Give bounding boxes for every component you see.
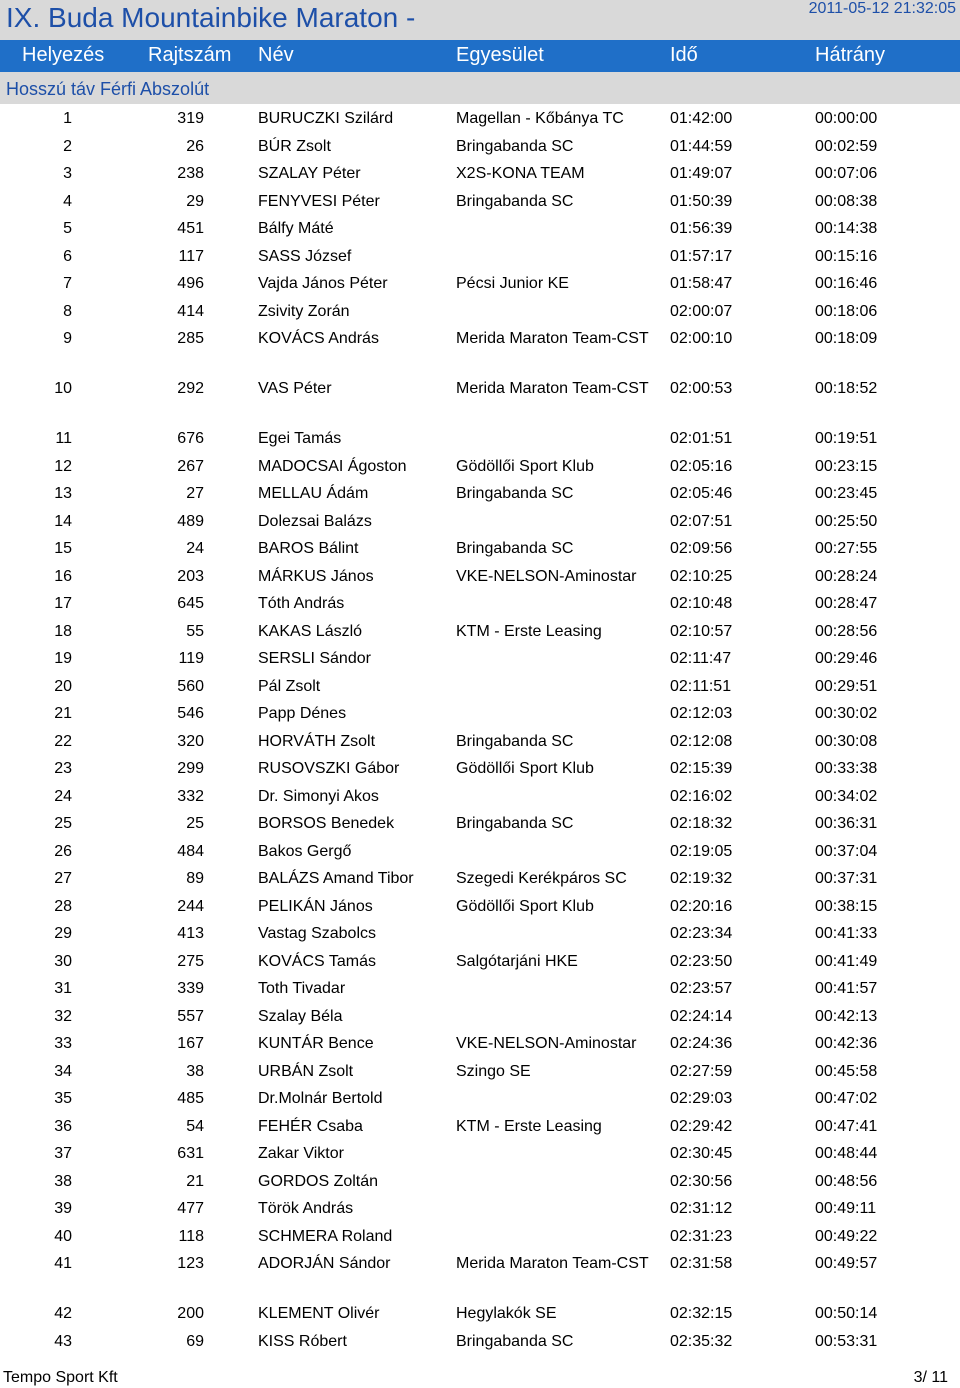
cell-gap: 00:29:46: [815, 650, 878, 667]
cell-name: SERSLI Sándor: [258, 650, 371, 667]
cell-time: 02:31:58: [670, 1255, 733, 1272]
cell-position: 8: [63, 302, 72, 320]
cell-club: Gödöllői Sport Klub: [456, 457, 594, 475]
cell-club: Bringabanda SC: [456, 192, 574, 210]
cell-bib: 26: [186, 137, 204, 155]
cell-club: VKE-NELSON-Aminostar: [456, 567, 637, 585]
cell-time: 02:00:53: [670, 380, 733, 397]
cell-name: BÚR Zsolt: [258, 137, 331, 155]
cell-bib: 25: [186, 815, 204, 832]
cell-gap: 00:47:02: [815, 1090, 878, 1107]
results-table: [0, 104, 960, 1354]
table-row: [0, 947, 960, 975]
table-row: [0, 1222, 960, 1250]
cell-name: KUNTÁR Bence: [258, 1035, 374, 1052]
cell-club: Szegedi Kerékpáros SC: [456, 870, 627, 887]
cell-bib: 275: [177, 952, 204, 970]
cell-club: Bringabanda SC: [456, 1332, 574, 1350]
cell-position: 33: [54, 1035, 72, 1052]
cell-name: SZALAY Péter: [258, 165, 361, 182]
cell-club: Merida Maraton Team-CST: [456, 1255, 649, 1272]
cell-gap: 00:30:02: [815, 705, 878, 722]
cell-time: 02:01:51: [670, 430, 733, 447]
cell-bib: 29: [186, 192, 204, 210]
cell-time: 01:57:17: [670, 247, 733, 265]
cell-bib: 292: [177, 380, 204, 397]
cell-gap: 00:42:36: [815, 1035, 878, 1052]
timestamp: 2011-05-12 21:32:05: [808, 0, 956, 17]
cell-club: KTM - Erste Leasing: [456, 1117, 602, 1135]
cell-position: 13: [54, 485, 72, 502]
cell-gap: 00:37:31: [815, 870, 878, 887]
cell-time: 02:05:16: [670, 457, 733, 475]
cell-time: 02:15:39: [670, 760, 733, 777]
cell-time: 02:10:25: [670, 567, 733, 585]
table-row: [0, 699, 960, 727]
cell-position: 3: [63, 165, 72, 182]
cell-time: 02:16:02: [670, 787, 733, 805]
cell-time: 02:32:15: [670, 1305, 733, 1322]
cell-name: BALÁZS Amand Tibor: [258, 870, 414, 887]
cell-gap: 00:19:51: [815, 430, 878, 447]
cell-position: 14: [54, 512, 72, 530]
cell-position: 17: [54, 595, 72, 612]
cell-time: 02:27:59: [670, 1062, 733, 1080]
cell-time: 02:12:03: [670, 705, 733, 722]
cell-time: 02:35:32: [670, 1332, 733, 1350]
cell-name: Egei Tamás: [258, 430, 342, 447]
table-row: [0, 1167, 960, 1195]
table-row: [0, 159, 960, 187]
cell-bib: 414: [177, 302, 204, 320]
cell-bib: 451: [177, 220, 204, 237]
cell-position: 11: [55, 430, 72, 447]
cell-gap: 00:37:04: [815, 842, 878, 860]
cell-gap: 00:25:50: [815, 512, 878, 530]
footer-company: Tempo Sport Kft: [3, 1369, 118, 1386]
table-row: [0, 1029, 960, 1057]
cell-gap: 00:50:14: [815, 1305, 878, 1322]
cell-gap: 00:18:52: [815, 380, 878, 397]
cell-gap: 00:36:31: [815, 815, 878, 832]
cell-name: FENYVESI Péter: [258, 192, 380, 210]
cell-bib: 557: [177, 1007, 204, 1025]
cell-bib: 560: [177, 677, 204, 695]
table-row: [0, 644, 960, 672]
cell-club: Merida Maraton Team-CST: [456, 330, 649, 347]
cell-position: 16: [54, 567, 72, 585]
col-header-gap: Hátrány: [815, 44, 886, 66]
cell-name: SCHMERA Roland: [258, 1227, 393, 1245]
cell-bib: 167: [177, 1035, 204, 1052]
table-row: [0, 1194, 960, 1222]
cell-gap: 00:16:46: [815, 275, 878, 292]
col-header-bib: Rajtszám: [148, 44, 232, 66]
cell-name: Dr.Molnár Bertold: [258, 1090, 383, 1107]
cell-name: KAKAS László: [258, 622, 363, 640]
cell-name: ADORJÁN Sándor: [258, 1255, 391, 1272]
cell-gap: 00:08:38: [815, 192, 878, 210]
cell-gap: 00:28:56: [815, 622, 878, 640]
cell-time: 02:00:10: [670, 330, 733, 347]
cell-time: 02:18:32: [670, 815, 733, 832]
cell-position: 32: [54, 1007, 72, 1025]
cell-time: 02:19:32: [670, 870, 733, 887]
cell-time: 02:12:08: [670, 732, 733, 750]
table-row: [0, 534, 960, 562]
title-bar: [0, 0, 960, 40]
cell-bib: 89: [186, 870, 204, 887]
cell-position: 28: [54, 897, 72, 915]
table-row: [0, 837, 960, 865]
column-header-row: [0, 40, 960, 72]
cell-name: MELLAU Ádám: [258, 485, 369, 502]
table-row: [0, 479, 960, 507]
cell-gap: 00:27:55: [815, 540, 878, 557]
cell-bib: 299: [177, 760, 204, 777]
cell-name: KOVÁCS Tamás: [258, 952, 376, 970]
cell-time: 01:58:47: [670, 275, 733, 292]
cell-position: 24: [54, 787, 72, 805]
col-header-time: Idő: [670, 44, 698, 66]
table-row: [0, 617, 960, 645]
cell-club: Bringabanda SC: [456, 540, 574, 557]
table-row: [0, 864, 960, 892]
cell-name: KLEMENT Olivér: [258, 1305, 380, 1322]
cell-position: 22: [54, 732, 72, 750]
cell-gap: 00:41:49: [815, 952, 878, 970]
category-title: Hosszú táv Férfi Abszolút: [6, 79, 210, 99]
cell-gap: 00:18:06: [815, 302, 878, 320]
cell-name: Toth Tivadar: [258, 980, 346, 997]
cell-name: URBÁN Zsolt: [258, 1062, 354, 1080]
cell-club: Magellan - Kőbánya TC: [456, 110, 624, 127]
cell-name: KOVÁCS András: [258, 330, 379, 347]
cell-name: MADOCSAI Ágoston: [258, 457, 407, 475]
cell-time: 02:20:16: [670, 897, 733, 915]
cell-position: 31: [54, 980, 72, 997]
cell-bib: 21: [186, 1172, 204, 1190]
table-row: [0, 589, 960, 617]
cell-name: BAROS Bálint: [258, 540, 359, 557]
cell-club: Bringabanda SC: [456, 137, 574, 155]
cell-club: Hegylakók SE: [456, 1305, 557, 1322]
cell-bib: 285: [177, 330, 204, 347]
cell-position: 42: [54, 1305, 72, 1322]
cell-name: KISS Róbert: [258, 1332, 347, 1350]
cell-gap: 00:47:41: [815, 1117, 878, 1135]
cell-position: 21: [54, 705, 72, 722]
cell-name: RUSOVSZKI Gábor: [258, 760, 400, 777]
cell-bib: 319: [177, 110, 204, 127]
table-row: [0, 1299, 960, 1327]
cell-gap: 00:28:24: [815, 567, 878, 585]
cell-name: Bakos Gergő: [258, 842, 352, 860]
cell-name: Papp Dénes: [258, 705, 347, 722]
cell-name: BORSOS Benedek: [258, 815, 395, 832]
cell-time: 02:07:51: [670, 512, 733, 530]
cell-position: 30: [54, 952, 72, 970]
cell-position: 37: [54, 1145, 72, 1162]
cell-time: 02:11:51: [670, 677, 732, 695]
cell-gap: 00:23:45: [815, 485, 878, 502]
cell-time: 02:29:03: [670, 1090, 733, 1107]
cell-gap: 00:49:22: [815, 1227, 878, 1245]
cell-gap: 00:49:57: [815, 1255, 878, 1272]
cell-name: SASS József: [258, 247, 352, 265]
table-row: [0, 242, 960, 270]
col-header-name: Név: [258, 44, 294, 66]
cell-position: 41: [54, 1255, 72, 1272]
page-title: IX. Buda Mountainbike Maraton -: [6, 2, 416, 33]
cell-gap: 00:38:15: [815, 897, 878, 915]
cell-name: Tóth András: [258, 595, 345, 612]
cell-position: 1: [63, 110, 72, 127]
table-row: [0, 1112, 960, 1140]
cell-position: 29: [54, 925, 72, 942]
cell-position: 9: [63, 330, 72, 347]
cell-name: Pál Zsolt: [258, 677, 321, 695]
cell-bib: 489: [177, 512, 204, 530]
cell-position: 43: [54, 1332, 72, 1350]
table-row: [0, 104, 960, 132]
table-row: [0, 782, 960, 810]
cell-bib: 244: [177, 897, 204, 915]
cell-position: 19: [54, 650, 72, 667]
cell-name: Török András: [258, 1200, 354, 1217]
col-header-pos: Helyezés: [22, 44, 105, 66]
cell-bib: 485: [177, 1090, 204, 1107]
cell-time: 02:10:48: [670, 595, 733, 612]
cell-position: 34: [54, 1062, 72, 1080]
cell-gap: 00:45:58: [815, 1062, 878, 1080]
cell-name: PELIKÁN János: [258, 897, 373, 915]
cell-club: Gödöllői Sport Klub: [456, 760, 594, 777]
cell-time: 02:24:36: [670, 1035, 733, 1052]
cell-position: 38: [54, 1172, 72, 1190]
table-row: [0, 507, 960, 535]
table-row: [0, 1249, 960, 1299]
cell-time: 02:29:42: [670, 1117, 733, 1135]
table-row: [0, 892, 960, 920]
table-row: [0, 754, 960, 782]
cell-time: 02:11:47: [670, 650, 732, 667]
cell-position: 39: [54, 1200, 72, 1217]
cell-position: 27: [54, 870, 72, 887]
cell-name: Dr. Simonyi Akos: [258, 787, 379, 805]
table-row: [0, 1139, 960, 1167]
cell-position: 15: [54, 540, 72, 557]
table-row: [0, 324, 960, 374]
cell-club: VKE-NELSON-Aminostar: [456, 1035, 637, 1052]
cell-bib: 477: [177, 1200, 204, 1217]
cell-gap: 00:49:11: [815, 1200, 877, 1217]
cell-position: 36: [54, 1117, 72, 1135]
cell-bib: 413: [177, 925, 204, 942]
cell-bib: 339: [177, 980, 204, 997]
cell-position: 10: [54, 380, 72, 397]
cell-club: Merida Maraton Team-CST: [456, 380, 649, 397]
cell-gap: 00:02:59: [815, 137, 878, 155]
cell-name: VAS Péter: [258, 380, 332, 397]
cell-bib: 238: [177, 165, 204, 182]
cell-gap: 00:48:44: [815, 1145, 878, 1162]
cell-position: 12: [54, 457, 72, 475]
cell-time: 02:10:57: [670, 622, 733, 640]
table-row: [0, 672, 960, 700]
cell-name: Vajda János Péter: [258, 275, 388, 292]
cell-gap: 00:28:47: [815, 595, 878, 612]
table-row: [0, 727, 960, 755]
table-row: [0, 974, 960, 1002]
cell-gap: 00:15:16: [815, 247, 878, 265]
cell-bib: 55: [186, 622, 204, 640]
cell-position: 18: [54, 622, 72, 640]
cell-time: 02:23:34: [670, 925, 733, 942]
cell-position: 25: [54, 815, 72, 832]
cell-club: Bringabanda SC: [456, 732, 574, 750]
table-row: [0, 132, 960, 160]
cell-club: Bringabanda SC: [456, 815, 574, 832]
table-row: [0, 452, 960, 480]
cell-gap: 00:14:38: [815, 220, 878, 237]
table-row: [0, 214, 960, 242]
cell-time: 02:19:05: [670, 842, 733, 860]
cell-gap: 00:18:09: [815, 330, 878, 347]
table-row: [0, 919, 960, 947]
table-row: [0, 1057, 960, 1085]
cell-bib: 645: [177, 595, 204, 612]
cell-bib: 332: [177, 787, 204, 805]
cell-position: 40: [54, 1227, 72, 1245]
cell-club: Pécsi Junior KE: [456, 275, 569, 292]
cell-name: Dolezsai Balázs: [258, 512, 372, 530]
cell-bib: 117: [178, 247, 204, 265]
cell-time: 02:05:46: [670, 485, 733, 502]
cell-time: 02:23:57: [670, 980, 733, 997]
cell-time: 02:23:50: [670, 952, 733, 970]
cell-name: Zsivity Zorán: [258, 302, 350, 320]
cell-position: 35: [54, 1090, 72, 1107]
cell-name: Szalay Béla: [258, 1007, 343, 1025]
cell-club: X2S-KONA TEAM: [456, 165, 585, 182]
cell-gap: 00:53:31: [815, 1332, 878, 1350]
cell-bib: 320: [177, 732, 204, 750]
col-header-club: Egyesület: [456, 44, 544, 66]
cell-time: 02:31:23: [670, 1227, 733, 1245]
cell-gap: 00:41:33: [815, 925, 878, 942]
table-row: [0, 1327, 960, 1355]
cell-bib: 203: [177, 567, 204, 585]
category-row: [0, 72, 960, 104]
page-number: 3/ 11: [913, 1369, 948, 1386]
cell-bib: 118: [178, 1227, 204, 1245]
cell-name: FEHÉR Csaba: [258, 1117, 363, 1135]
cell-club: Bringabanda SC: [456, 485, 574, 502]
cell-name: GORDOS Zoltán: [258, 1172, 379, 1190]
cell-position: 7: [63, 275, 72, 292]
cell-name: Zakar Viktor: [258, 1145, 344, 1162]
cell-gap: 00:33:38: [815, 760, 878, 777]
cell-gap: 00:07:06: [815, 165, 878, 182]
table-row: [0, 562, 960, 590]
cell-bib: 200: [177, 1305, 204, 1322]
cell-position: 6: [63, 247, 72, 265]
table-row: [0, 1002, 960, 1030]
cell-time: 02:30:56: [670, 1172, 733, 1190]
cell-bib: 496: [177, 275, 204, 292]
cell-position: 5: [63, 220, 72, 237]
table-row: [0, 424, 960, 452]
cell-bib: 123: [177, 1255, 204, 1272]
cell-gap: 00:41:57: [815, 980, 878, 997]
cell-bib: 27: [186, 485, 204, 502]
cell-bib: 546: [177, 705, 204, 722]
cell-time: 02:30:45: [670, 1145, 733, 1162]
cell-time: 01:50:39: [670, 192, 733, 210]
cell-bib: 69: [186, 1332, 204, 1350]
table-row: [0, 374, 960, 424]
cell-club: Szingo SE: [456, 1062, 531, 1080]
cell-bib: 24: [186, 540, 204, 557]
cell-position: 20: [54, 677, 72, 695]
cell-name: BURUCZKI Szilárd: [258, 110, 394, 127]
cell-bib: 676: [177, 430, 204, 447]
page-footer: [0, 1366, 960, 1387]
cell-time: 02:09:56: [670, 540, 733, 557]
cell-time: 02:00:07: [670, 302, 733, 320]
cell-position: 2: [63, 137, 72, 155]
cell-bib: 484: [177, 842, 204, 860]
cell-bib: 54: [186, 1117, 204, 1135]
cell-gap: 00:34:02: [815, 787, 878, 805]
table-row: [0, 187, 960, 215]
cell-name: MÁRKUS János: [258, 567, 374, 585]
cell-gap: 00:00:00: [815, 110, 878, 127]
cell-gap: 00:48:56: [815, 1172, 878, 1190]
cell-bib: 267: [177, 457, 204, 475]
table-row: [0, 269, 960, 297]
cell-time: 01:42:00: [670, 110, 733, 127]
cell-position: 26: [54, 842, 72, 860]
cell-time: 01:44:59: [670, 137, 733, 155]
cell-gap: 00:29:51: [815, 677, 878, 695]
cell-bib: 119: [178, 650, 204, 667]
cell-time: 02:31:12: [670, 1200, 733, 1217]
cell-gap: 00:23:15: [815, 457, 878, 475]
table-row: [0, 1084, 960, 1112]
cell-gap: 00:42:13: [815, 1007, 878, 1025]
cell-name: Bálfy Máté: [258, 220, 334, 237]
cell-club: KTM - Erste Leasing: [456, 622, 602, 640]
cell-name: HORVÁTH Zsolt: [258, 732, 376, 750]
table-row: [0, 297, 960, 325]
cell-position: 23: [54, 760, 72, 777]
cell-bib: 38: [186, 1062, 204, 1080]
table-row: [0, 809, 960, 837]
cell-time: 01:56:39: [670, 220, 733, 237]
cell-club: Gödöllői Sport Klub: [456, 897, 594, 915]
cell-club: Salgótarjáni HKE: [456, 952, 578, 970]
cell-time: 01:49:07: [670, 165, 733, 182]
cell-position: 4: [63, 192, 72, 210]
cell-time: 02:24:14: [670, 1007, 733, 1025]
cell-bib: 631: [177, 1145, 204, 1162]
cell-gap: 00:30:08: [815, 732, 878, 750]
cell-name: Vastag Szabolcs: [258, 925, 376, 942]
